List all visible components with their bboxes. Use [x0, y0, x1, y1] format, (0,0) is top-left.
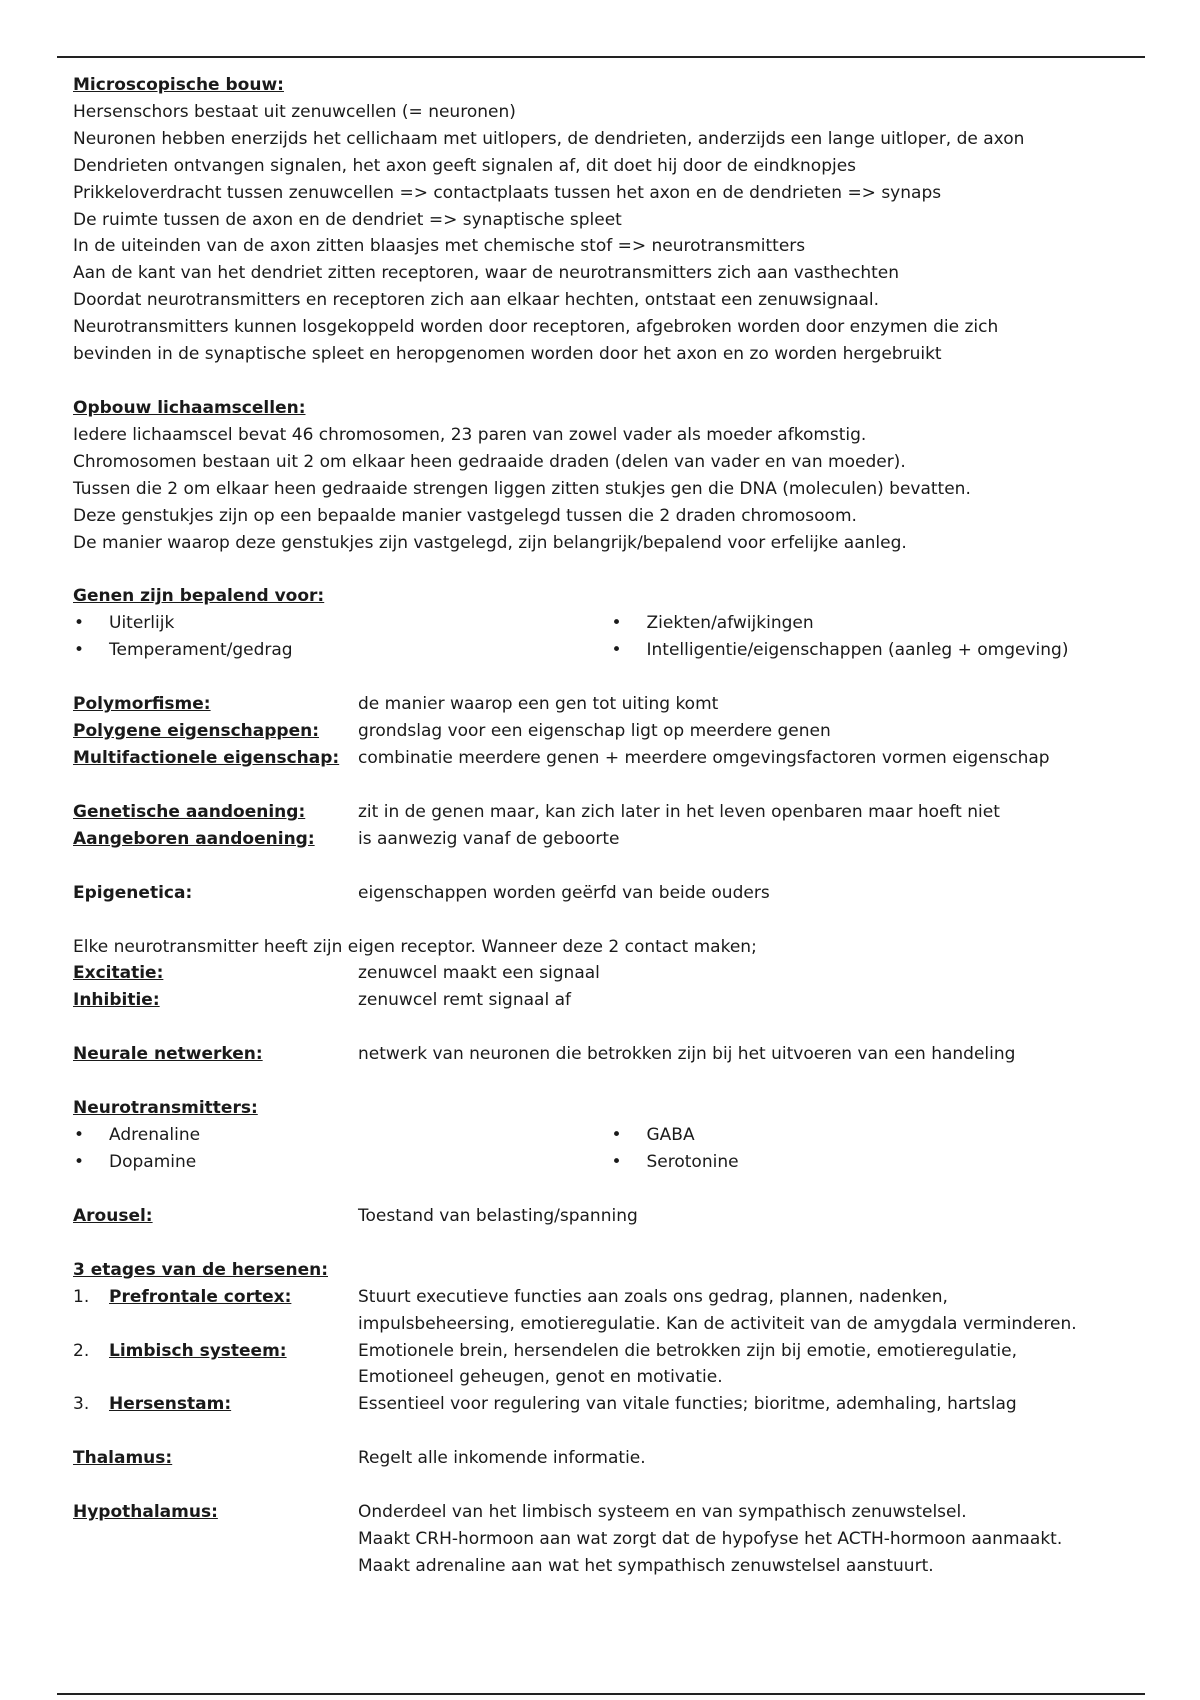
bullet-text: Dopamine [109, 1152, 197, 1172]
definition-text: de manier waarop een gen tot uiting komt [358, 694, 719, 715]
definition-row [73, 799, 1148, 826]
definition-row [73, 960, 1148, 987]
bullet-text: Temperament/gedrag [109, 640, 293, 661]
text-line: Chromosomen bestaan uit 2 om elkaar heen gedraaide draden (delen van vader en van moeder). [73, 451, 906, 472]
section-eigenschappen [73, 691, 1148, 772]
definition-term: Neurale netwerken: [73, 1044, 263, 1065]
definition-text: Onderdeel van het limbisch systeem en van sympathisch zenuwstelsel. [358, 1502, 967, 1523]
text-line: Iedere lichaamscel bevat 46 chromosomen, 23 paren van zowel vader als moeder afkomstig. [73, 424, 867, 445]
section-genen [73, 583, 1148, 664]
section-etages [73, 1257, 1148, 1418]
text-line: Tussen die 2 om elkaar heen gedraaide strengen liggen zitten stukjes gen die DNA (moleculen) bevatten. [73, 478, 971, 499]
bullet-item [611, 637, 1149, 664]
bullet-item [73, 1149, 611, 1176]
text-line: Aan de kant van het dendriet zitten receptoren, waar de neurotransmitters zich aan vasthechten [73, 263, 899, 284]
text-line: Deze genstukjes zijn op een bepaalde manier vastgelegd tussen die 2 draden chromosoom. [73, 505, 857, 526]
item-term: Hersenstam: [109, 1394, 232, 1415]
section-receptor [73, 934, 1148, 1015]
bullet-text: GABA [646, 1125, 695, 1146]
bullet-text: Intelligentie/eigenschappen (aanleg + omgeving) [646, 640, 1069, 661]
bullet-columns [73, 610, 1148, 664]
definition-continuation: Maakt adrenaline aan wat het sympathisch zenuwstelsel aanstuurt. [358, 1555, 934, 1576]
definition-term: Inhibitie: [73, 990, 160, 1011]
text-line: Stuurt executieve functies aan zoals ons gedrag, plannen, nadenken, [358, 1286, 948, 1307]
text-line: Elke neurotransmitter heeft zijn eigen receptor. Wanneer deze 2 contact maken; [73, 936, 757, 957]
item-description [358, 1338, 1148, 1392]
definition-row [73, 745, 1148, 772]
definition-text: combinatie meerdere genen + meerdere omgevingsfactoren vormen eigenschap [358, 747, 1050, 768]
text-line: In de uiteinden van de axon zitten blaasjes met chemische stof => neurotransmitters [73, 236, 806, 257]
section-epigenetica [73, 880, 1148, 907]
definition-row [73, 1203, 1148, 1230]
bullet-column-left [73, 1122, 611, 1176]
definition-term: Hypothalamus: [73, 1502, 218, 1523]
definition-text: is aanwezig vanaf de geboorte [358, 828, 620, 849]
definition-row [73, 880, 1148, 907]
definition-text: zenuwcel maakt een signaal [358, 963, 600, 984]
text-line: Dendrieten ontvangen signalen, het axon geeft signalen af, dit doet hij door de eindknopjes [73, 155, 857, 176]
definition-term: Thalamus: [73, 1448, 173, 1469]
bullet-icon: • [74, 640, 85, 661]
item-term: Limbisch systeem: [109, 1340, 287, 1361]
bottom-rule [57, 1693, 1145, 1695]
section-aandoeningen [73, 799, 1148, 853]
definition-term: Epigenetica: [73, 882, 193, 903]
definition-text: eigenschappen worden geërfd van beide ouders [358, 882, 770, 903]
bullet-icon: • [74, 1125, 85, 1146]
bullet-item [73, 637, 611, 664]
item-description [358, 1391, 1148, 1418]
numbered-item [73, 1391, 1148, 1418]
numbered-item [73, 1284, 1148, 1338]
item-number: 3. [73, 1394, 90, 1415]
section-heading: 3 etages van de hersenen: [73, 1259, 328, 1280]
text-line: Essentieel voor regulering van vitale functies; bioritme, ademhaling, hartslag [358, 1394, 1017, 1415]
bullet-item [611, 1122, 1149, 1149]
text-line: Prikkeloverdracht tussen zenuwcellen => contactplaats tussen het axon en de dendrieten => synaps [73, 182, 942, 203]
definition-row [73, 718, 1148, 745]
bullet-item [611, 1149, 1149, 1176]
text-line: Neurotransmitters kunnen losgekoppeld worden door receptoren, afgebroken worden door enzymen die zich [73, 317, 999, 338]
bullet-text: Adrenaline [109, 1125, 201, 1146]
definition-row [73, 1041, 1148, 1068]
numbered-item [73, 1338, 1148, 1392]
definition-term: Multifactionele eigenschap: [73, 747, 340, 768]
section-heading: Neurotransmitters: [73, 1098, 258, 1119]
definition-term: Aangeboren aandoening: [73, 828, 315, 849]
text-line: Emotionele brein, hersendelen die betrokken zijn bij emotie, emotieregulatie, [358, 1340, 1017, 1361]
definition-row [73, 987, 1148, 1014]
definition-text: zenuwcel remt signaal af [358, 990, 571, 1011]
text-line: bevinden in de synaptische spleet en heropgenomen worden door het axon en zo worden hergebruikt [73, 344, 942, 365]
section-heading: Genen zijn bepalend voor: [73, 586, 325, 607]
text-line: De ruimte tussen de axon en de dendriet => synaptische spleet [73, 209, 622, 230]
definition-term: Polymorfisme: [73, 694, 211, 715]
section-hypothalamus [73, 1499, 1148, 1580]
item-number: 2. [73, 1340, 90, 1361]
text-line: Neuronen hebben enerzijds het cellichaam met uitlopers, de dendrieten, anderzijds een lange uitloper, de axon [73, 128, 1025, 149]
item-description [358, 1284, 1148, 1338]
section-neurotransmitters [73, 1095, 1148, 1176]
bullet-icon: • [611, 640, 622, 661]
bullet-column-right [611, 1122, 1149, 1176]
definition-term: Genetische aandoening: [73, 801, 306, 822]
section-arousel [73, 1203, 1148, 1230]
bullet-column-left [73, 610, 611, 664]
bullet-text: Serotonine [646, 1152, 739, 1172]
definition-term: Polygene eigenschappen: [73, 721, 319, 742]
bullet-icon: • [611, 613, 622, 634]
bullet-item [73, 610, 611, 637]
bullet-text: Uiterlijk [109, 613, 175, 634]
definition-text: Toestand van belasting/spanning [358, 1205, 638, 1226]
text-line: Emotioneel geheugen, genot en motivatie. [358, 1367, 723, 1388]
definition-text: zit in de genen maar, kan zich later in het leven openbaren maar hoeft niet [358, 801, 1000, 822]
item-number: 1. [73, 1286, 90, 1307]
bullet-icon: • [74, 613, 85, 634]
section-heading: Microscopische bouw: [73, 75, 284, 95]
section-heading: Opbouw lichaamscellen: [73, 397, 306, 418]
text-line: Hersenschors bestaat uit zenuwcellen (= neuronen) [73, 101, 516, 122]
definition-row [73, 1499, 1148, 1526]
definition-row [73, 1445, 1148, 1472]
definition-term: Arousel: [73, 1205, 153, 1226]
definition-row [73, 826, 1148, 853]
definition-text: Regelt alle inkomende informatie. [358, 1448, 646, 1469]
bullet-icon: • [611, 1152, 622, 1172]
definition-row [73, 691, 1148, 718]
section-microscopische-bouw [73, 72, 1148, 368]
item-term: Prefrontale cortex: [109, 1286, 292, 1307]
section-neurale-netwerken [73, 1041, 1148, 1068]
bullet-item [73, 1122, 611, 1149]
text-line: Doordat neurotransmitters en receptoren zich aan elkaar hechten, ontstaat een zenuwsignaal. [73, 290, 880, 311]
text-line: De manier waarop deze genstukjes zijn vastgelegd, zijn belangrijk/bepalend voor erfelijke aanleg. [73, 532, 907, 553]
definition-continuation: Maakt CRH-hormoon aan wat zorgt dat de hypofyse het ACTH-hormoon aanmaakt. [358, 1529, 1063, 1550]
document-body [73, 72, 1148, 1607]
definition-term: Excitatie: [73, 963, 164, 984]
section-thalamus [73, 1445, 1148, 1472]
bullet-text: Ziekten/afwijkingen [646, 613, 814, 634]
section-opbouw-lichaamscellen [73, 395, 1148, 556]
top-rule [57, 56, 1145, 58]
bullet-column-right [611, 610, 1149, 664]
definition-text: netwerk van neuronen die betrokken zijn bij het uitvoeren van een handeling [358, 1044, 1016, 1065]
bullet-columns [73, 1122, 1148, 1176]
definition-text: grondslag voor een eigenschap ligt op meerdere genen [358, 721, 831, 742]
text-line: impulsbeheersing, emotieregulatie. Kan de activiteit van de amygdala verminderen. [358, 1313, 1077, 1334]
bullet-icon: • [74, 1152, 85, 1172]
bullet-item [611, 610, 1149, 637]
bullet-icon: • [611, 1125, 622, 1146]
